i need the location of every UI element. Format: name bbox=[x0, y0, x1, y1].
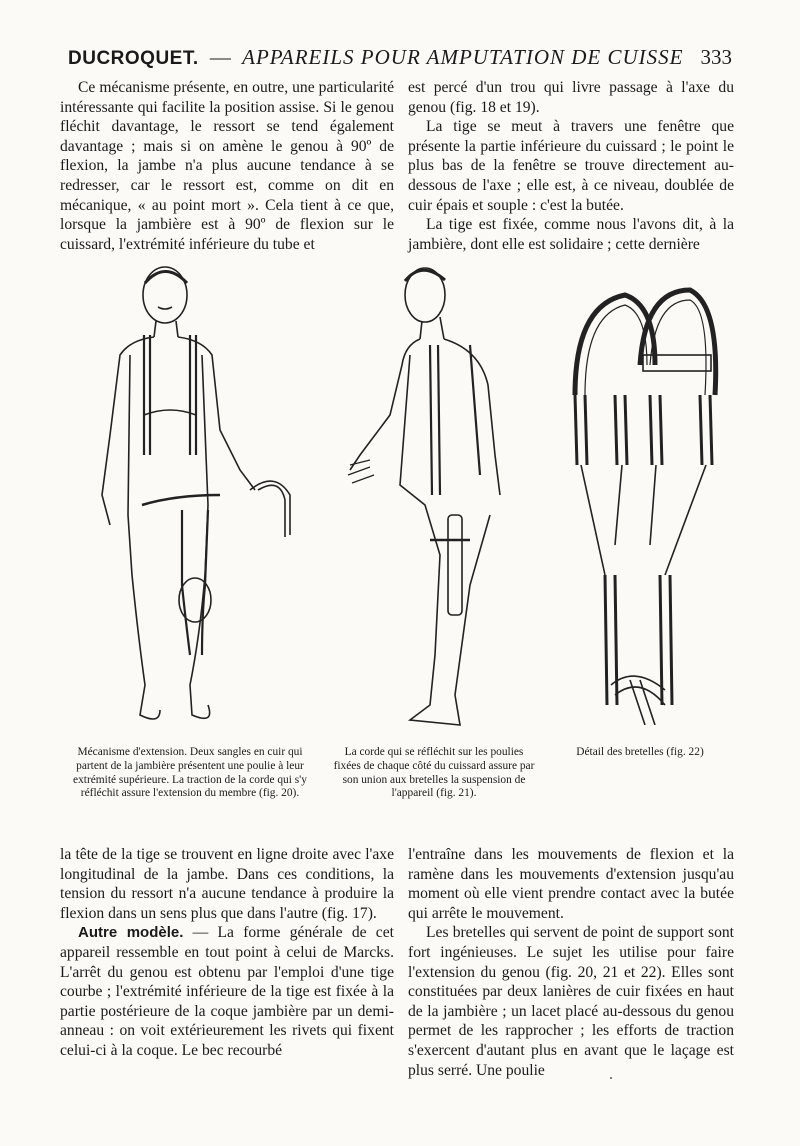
header-title: APPAREILS POUR AMPUTATION DE CUISSE bbox=[242, 45, 684, 69]
paragraph: Les bretelles qui servent de point de support sont fort ingénieuses. Le sujet les utilise pour faire l'extension du genou (fig. 20, 21 et 22). Elles sont constituées par deux lanières de cuir fixées en haut de la jambière ; un lacet placé au-dessous du genou permet de les rapprocher ; les efforts de traction s'exercent d'autant plus en avant que le laçage est plus serré. Une poulie bbox=[408, 924, 734, 1079]
paragraph-body: — La forme générale de cet appareil ressemble en tout point à celui de Marcks. L'arrêt du genou est obtenu par l'emploi d'une tige courbe ; l'extrémité inférieure de la tige est fixée à la partie postérieure de la coque jambière par un demi-anneau : on voit extérieurement les rivets qui fixent celui-ci à la coque. Le bec recourbé bbox=[60, 924, 394, 1059]
figure-side-view-illustration bbox=[330, 255, 550, 745]
page-number: 333 bbox=[700, 45, 732, 69]
text-column-top-left bbox=[60, 78, 394, 254]
figure-caption-21: La corde qui se réfléchit sur les poulies fixées de chaque côté du cuissard assure par son union aux bretelles la suspension de l'appareil (fig. 21). bbox=[333, 746, 535, 800]
figure-caption-22: Détail des bretelles (fig. 22) bbox=[576, 746, 704, 758]
figure-front-view-illustration bbox=[90, 255, 330, 745]
text-column-bottom-left bbox=[60, 845, 394, 1061]
figure-caption-20: Mécanisme d'extension. Deux sangles en cuir qui partent de la jambière présentent une poulie à leur extrémité supérieure. La traction de la corde qui s'y réfléchit assure l'extension du membre (fig. 20). bbox=[73, 746, 307, 800]
paragraph: est percé d'un trou qui livre passage à l'axe du genou (fig. 18 et 19). bbox=[408, 79, 734, 116]
section-run-in-heading: Autre modèle. bbox=[78, 924, 184, 942]
paragraph: la tête de la tige se trouvent en ligne droite avec l'axe longitudinal de la jambe. Dans ces conditions, la tension du ressort n'a aucune tendance à produire la flexion dans un sens plus que dans l'autre (fig. 17). bbox=[60, 846, 394, 922]
running-header bbox=[68, 40, 732, 74]
text-column-bottom-right bbox=[408, 845, 734, 1080]
paragraph: l'entraîne dans les mouvements de flexion et la ramène dans les mouvements d'extension jusqu'au moment où elle vient prendre contact avec la butée qui arrête le mouvement. bbox=[408, 846, 734, 922]
print-speck bbox=[610, 1077, 612, 1079]
paragraph bbox=[60, 923, 394, 1060]
paragraph: Ce mécanisme présente, en outre, une particularité intéressante qui facilite la position assise. Si le genou fléchit davantage, le ressort se tend également davantage ; mais si on amène le genou à 90º de flexion, la jambe n'a plus aucune tendance à se redresser, car le ressort est, comme on dit en mécanique, « au point mort ». Cela tient à ce que, lorsque la jambière est à 90º de flexion sur le cuissard, l'extrémité inférieure du tube et bbox=[60, 79, 394, 253]
text-column-top-right bbox=[408, 78, 734, 254]
figure-straps-detail-illustration bbox=[555, 285, 735, 725]
paragraph: La tige se meut à travers une fenêtre que présente la partie inférieure du cuissard ; le point le plus bas de la fenêtre se trouve directement au-dessous de l'axe ; elle est, à ce niveau, doublée de cuir épais et souple : c'est la butée. bbox=[408, 118, 734, 214]
paragraph: La tige est fixée, comme nous l'avons dit, à la jambière, dont elle est solidaire ; cette dernière bbox=[408, 216, 734, 253]
header-author: DUCROQUET. bbox=[68, 48, 199, 69]
header-separator: — bbox=[209, 45, 231, 69]
